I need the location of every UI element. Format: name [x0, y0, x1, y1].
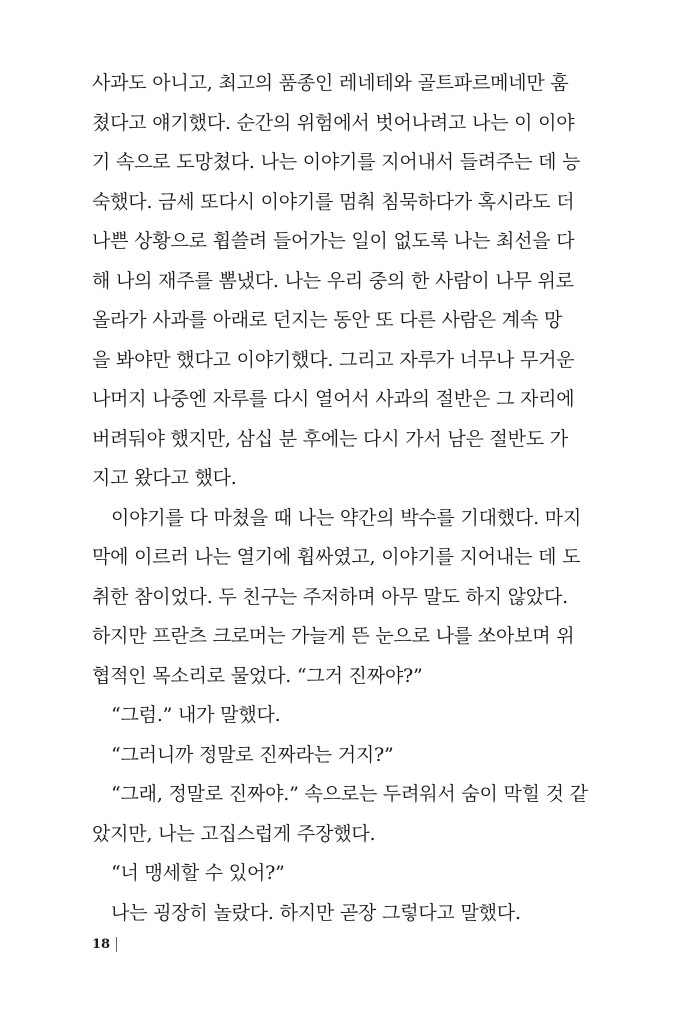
- text-line: 올라가 사과를 아래로 던지는 동안 또 다른 사람은 계속 망: [92, 309, 563, 331]
- text-lines: [92, 64, 588, 933]
- text-line: 았지만, 나는 고집스럽게 주장했다.: [92, 822, 376, 845]
- text-line: 이야기를 다 마쳤을 때 나는 약간의 박수를 기대했다. 마지: [111, 506, 582, 529]
- page-number: 18: [92, 937, 111, 952]
- footer-separator: [116, 937, 117, 952]
- page-footer: [92, 937, 117, 952]
- text-line: 숙했다. 금세 또다시 이야기를 멈춰 침묵하다가 혹시라도 더: [92, 190, 575, 213]
- text-line: 나는 굉장히 놀랐다. 하지만 곧장 그렇다고 말했다.: [111, 901, 521, 924]
- text-line: 나쁜 상황으로 휩쓸려 들어가는 일이 없도록 나는 최선을 다: [92, 230, 575, 252]
- text-line: “너 맹세할 수 있어?”: [111, 862, 285, 884]
- text-line: “그럼.” 내가 말했다.: [111, 704, 281, 726]
- text-line: 나머지 나중엔 자루를 다시 열어서 사과의 절반은 그 자리에: [92, 388, 575, 410]
- text-line: 기 속으로 도망쳤다. 나는 이야기를 지어내서 들려주는 데 능: [92, 151, 581, 173]
- text-line: 하지만 프란츠 크로머는 가늘게 뜬 눈으로 나를 쏘아보며 위: [92, 625, 575, 647]
- text-line: “그래, 정말로 진짜야.” 속으로는 두려워서 숨이 막힐 것 같: [111, 783, 588, 805]
- text-line: 취한 참이었다. 두 친구는 주저하며 아무 말도 하지 않았다.: [92, 585, 568, 608]
- text-line: 해 나의 재주를 뽐냈다. 나는 우리 중의 한 사람이 나무 위로: [92, 269, 574, 292]
- text-line: “그러니까 정말로 진짜라는 거지?”: [111, 743, 394, 766]
- text-line: 사과도 아니고, 최고의 품종인 레네테와 골트파르메네만 훔: [92, 72, 569, 94]
- text-line: 쳤다고 얘기했다. 순간의 위험에서 벗어나려고 나는 이 이야: [92, 111, 575, 134]
- text-line: 지고 왔다고 했다.: [92, 467, 237, 489]
- text-line: 버려둬야 했지만, 삼십 분 후에는 다시 가서 남은 절반도 가: [92, 427, 568, 450]
- book-page-body: [92, 64, 588, 933]
- text-line: 을 봐야만 했다고 이야기했다. 그리고 자루가 너무나 무거운: [92, 348, 575, 371]
- text-line: 막에 이르러 나는 열기에 휩싸였고, 이야기를 지어내는 데 도: [92, 546, 581, 568]
- text-line: 협적인 목소리로 물었다. “그거 진짜야?”: [92, 664, 423, 687]
